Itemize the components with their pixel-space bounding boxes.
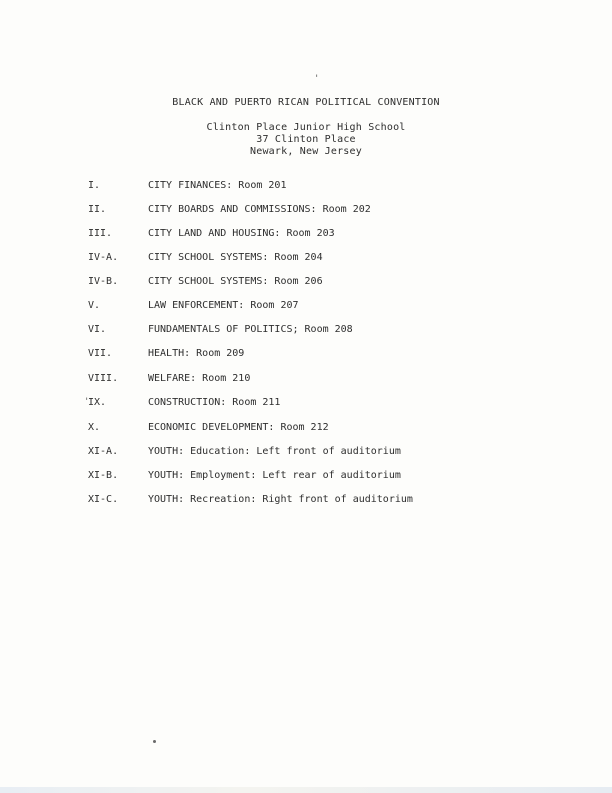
schedule-row <box>0 470 612 484</box>
item-number: IV-B. <box>88 276 119 287</box>
item-number: III. <box>88 228 113 239</box>
item-description: CITY FINANCES: Room 201 <box>148 180 287 191</box>
item-number: XI-C. <box>88 494 119 505</box>
city-state: Newark, New Jersey <box>250 146 362 157</box>
stray-mark: ' <box>84 397 90 407</box>
item-description: WELFARE: Room 210 <box>148 373 251 384</box>
schedule-row <box>0 446 612 460</box>
schedule-row <box>0 494 612 508</box>
item-description: HEALTH: Room 209 <box>148 348 245 359</box>
item-number: IV-A. <box>88 252 119 263</box>
stray-mark: ' <box>314 74 320 84</box>
item-description: ECONOMIC DEVELOPMENT: Room 212 <box>148 422 329 433</box>
schedule-row <box>0 204 612 218</box>
item-number: IX. <box>88 397 107 408</box>
schedule-row <box>0 373 612 387</box>
item-number: VIII. <box>88 373 119 384</box>
schedule-row <box>0 348 612 362</box>
item-description: CITY LAND AND HOUSING: Room 203 <box>148 228 335 239</box>
schedule-row <box>0 228 612 242</box>
item-description: CONSTRUCTION: Room 211 <box>148 397 281 408</box>
schedule-row <box>0 397 612 411</box>
item-number: VI. <box>88 324 107 335</box>
item-description: FUNDAMENTALS OF POLITICS; Room 208 <box>148 324 353 335</box>
item-description: CITY SCHOOL SYSTEMS: Room 204 <box>148 252 323 263</box>
item-number: XI-B. <box>88 470 119 481</box>
schedule-row <box>0 300 612 314</box>
schedule-row <box>0 324 612 338</box>
document-title: BLACK AND PUERTO RICAN POLITICAL CONVENTION <box>172 97 440 108</box>
item-description: LAW ENFORCEMENT: Room 207 <box>148 300 299 311</box>
page-edge <box>0 787 612 793</box>
item-number: V. <box>88 300 101 311</box>
item-description: YOUTH: Employment: Left rear of auditorium <box>148 470 401 481</box>
street-address: 37 Clinton Place <box>256 134 356 145</box>
school-name: Clinton Place Junior High School <box>206 122 406 133</box>
schedule-row <box>0 422 612 436</box>
schedule-row <box>0 276 612 290</box>
item-number: X. <box>88 422 101 433</box>
item-number: II. <box>88 204 107 215</box>
item-number: XI-A. <box>88 446 119 457</box>
schedule-row <box>0 252 612 266</box>
item-description: CITY BOARDS AND COMMISSIONS: Room 202 <box>148 204 371 215</box>
item-number: VII. <box>88 348 113 359</box>
schedule-row <box>0 180 612 194</box>
item-description: YOUTH: Recreation: Right front of auditorium <box>148 494 413 505</box>
item-number: I. <box>88 180 101 191</box>
item-description: YOUTH: Education: Left front of auditorium <box>148 446 401 457</box>
ink-dot <box>153 740 156 743</box>
item-description: CITY SCHOOL SYSTEMS: Room 206 <box>148 276 323 287</box>
